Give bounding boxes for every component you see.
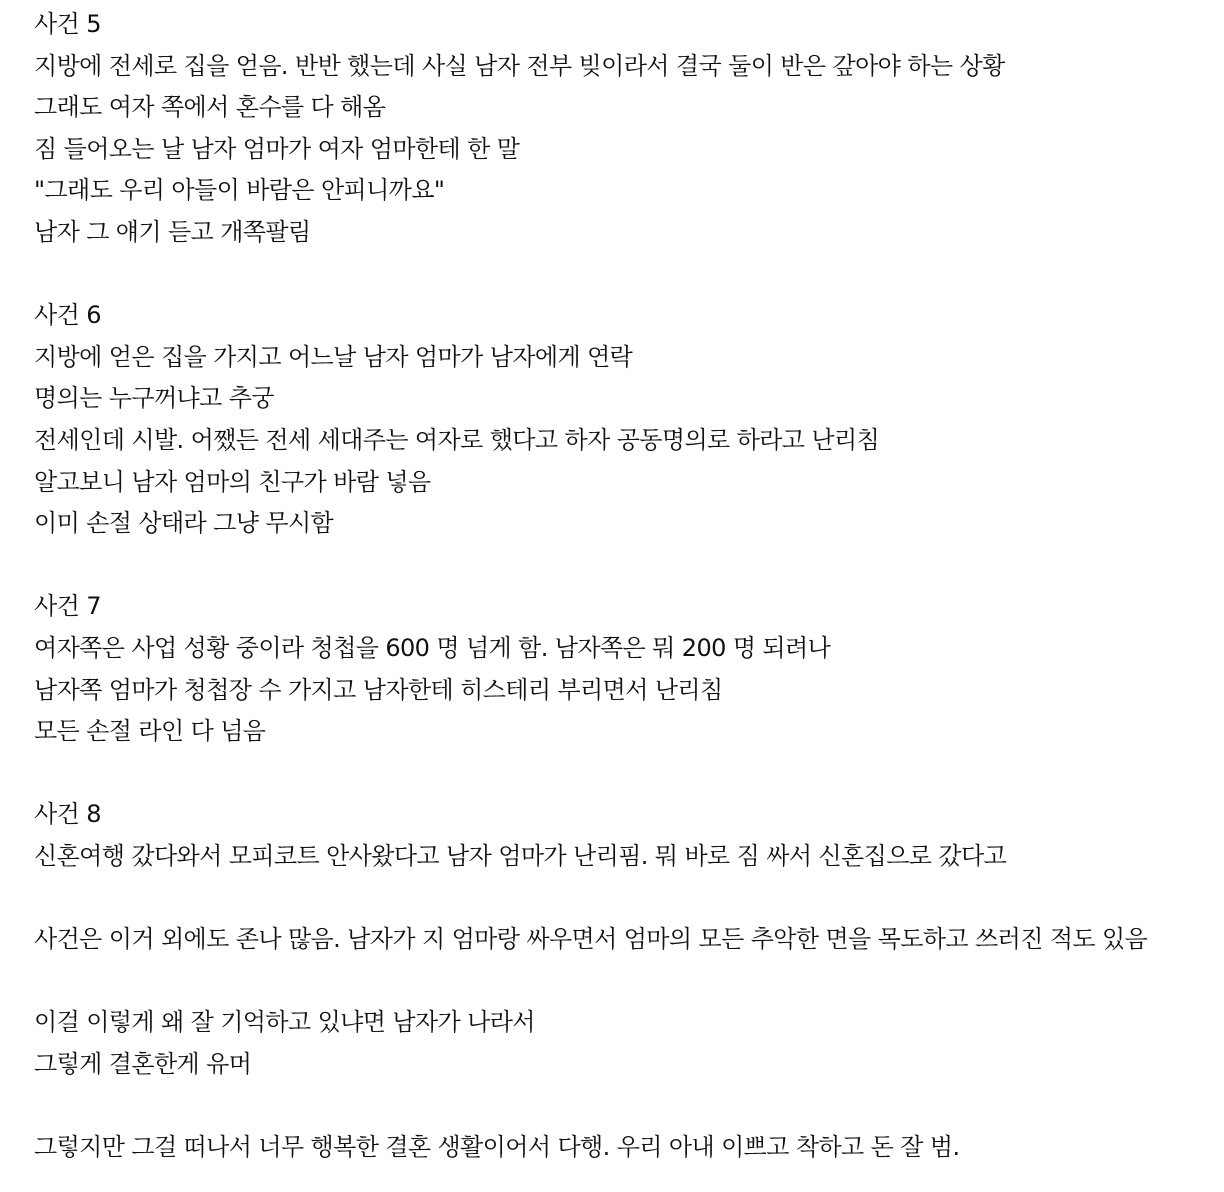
- quote-line: "그래도 우리 아들이 바람은 안피니까요": [34, 176, 445, 205]
- blank-line: [34, 877, 1214, 919]
- incident-5-heading: 사건 5: [34, 10, 101, 38]
- text-line: 짐 들어오는 날 남자 엄마가 여자 엄마한테 한 말: [34, 134, 520, 163]
- closing-line: 그렇지만 그걸 떠나서 너무 행복한 결혼 생활이어서 다행. 우리 아내 이쁘고 착하고 돈 잘 범.: [34, 1133, 960, 1162]
- text-line: 사건은 이거 외에도 존나 많음. 남자가 지 엄마랑 싸우면서 엄마의 모든 추악한 면을 목도하고 쓰러진 적도 있음: [34, 925, 1148, 954]
- text-line: 알고보니 남자 엄마의 친구가 바람 넣음: [34, 467, 431, 496]
- text-line: 여자쪽은 사업 성황 중이라 청첩을 600 명 넘게 함. 남자쪽은 뭐 200 명 되려나: [34, 633, 831, 662]
- text-line: 그렇게 결혼한게 유머: [34, 1049, 252, 1078]
- text-line: 지방에 얻은 집을 가지고 어느날 남자 엄마가 남자에게 연락: [34, 342, 633, 371]
- text-line: 신혼여행 갔다와서 모피코트 안사왔다고 남자 엄마가 난리핌. 뭐 바로 짐 싸서 신혼집으로 갔다고: [34, 841, 1007, 870]
- text-line: 이걸 이렇게 왜 잘 기억하고 있냐면 남자가 나라서: [34, 1008, 535, 1037]
- post-body: [34, 4, 1214, 1169]
- text-line: 명의는 누구꺼냐고 추궁: [34, 384, 274, 413]
- text-line: 모든 손절 라인 다 넘음: [34, 717, 266, 746]
- blank-line: [34, 961, 1214, 1003]
- text-line: 전세인데 시발. 어쨌든 전세 세대주는 여자로 했다고 하자 공동명의로 하라고 난리침: [34, 425, 880, 454]
- text-line: 그래도 여자 쪽에서 혼수를 다 해옴: [34, 93, 386, 122]
- text-line: 지방에 전세로 집을 얻음. 반반 했는데 사실 남자 전부 빚이라서 결국 둘이 반은 갚아야 하는 상황: [34, 51, 1005, 80]
- text-line: 남자쪽 엄마가 청첩장 수 가지고 남자한테 히스테리 부리면서 난리침: [34, 675, 723, 704]
- incident-7-heading: 사건 7: [34, 592, 101, 621]
- blank-line: [34, 545, 1214, 587]
- blank-line: [34, 254, 1214, 296]
- incident-6-heading: 사건 6: [34, 301, 101, 330]
- blank-line: [34, 753, 1214, 795]
- blank-line: [34, 1085, 1214, 1127]
- text-line: 남자 그 얘기 듣고 개쪽팔림: [34, 217, 311, 246]
- text-line: 이미 손절 상태라 그냥 무시함: [34, 509, 334, 538]
- incident-8-heading: 사건 8: [34, 800, 101, 829]
